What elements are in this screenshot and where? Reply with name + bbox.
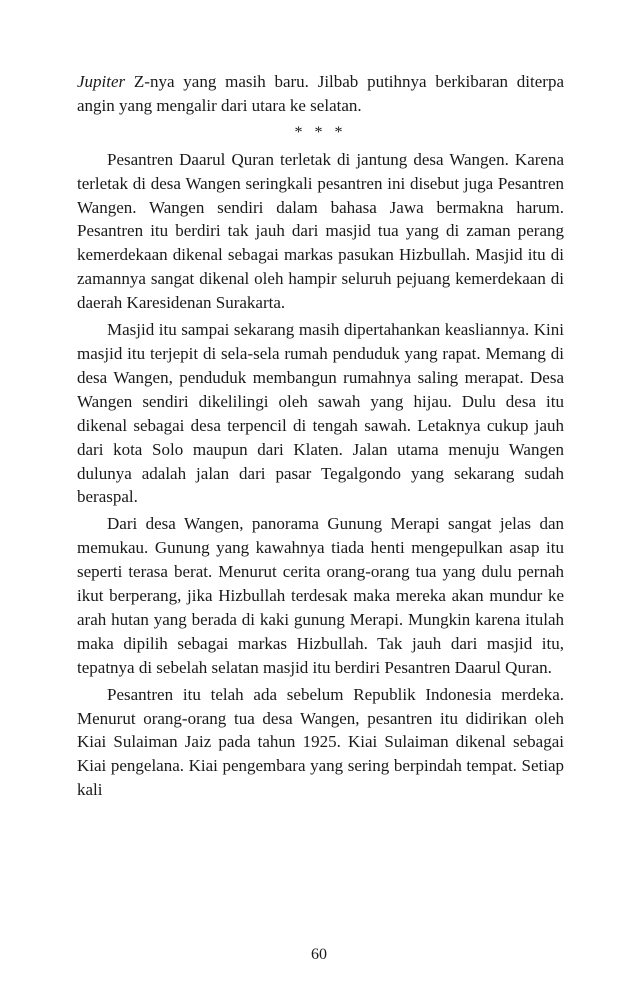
page-number: 60	[311, 946, 327, 963]
italic-word: Jupiter	[77, 72, 126, 91]
opening-text: Z-nya yang masih baru. Jilbab putihnya berkibaran diterpa angin yang mengalir dari utara ke selatan.	[77, 72, 564, 115]
paragraph-2: Masjid itu sampai sekarang masih dipertahankan keasliannya. Kini masjid itu terjepit di sela-sela rumah penduduk yang rapat. Memang di desa Wangen, penduduk membangun rumahnya saling merapat. Desa Wangen sendiri dikelilingi oleh sawah yang hijau. Dulu desa itu dikenal sebagai desa terpencil di tengah sawah. Letaknya cukup jauh dari kota Solo maupun dari Klaten. Jalan utama menuju Wangen dulunya adalah jalan dari pasar Tegalgondo yang sekarang sudah beraspal.	[77, 320, 564, 507]
section-separator: * * *	[294, 123, 347, 141]
book-page-body	[77, 70, 564, 802]
paragraph-4: Pesantren itu telah ada sebelum Republik Indonesia merdeka. Menurut orang-orang tua desa Wangen, pesantren itu didirikan oleh Kiai Sulaiman Jaiz pada tahun 1925. Kiai Sulaiman dikenal sebagai Kiai pengelana. Kiai pengembara yang sering berpindah tempat. Setiap kali	[77, 684, 564, 800]
paragraph-3: Dari desa Wangen, panorama Gunung Merapi sangat jelas dan memukau. Gunung yang kawahnya tiada henti mengepulkan asap itu seperti terasa berat. Menurut cerita orang-orang tua yang dulu pernah ikut berperang, jika Hizbullah terdesak maka mereka akan mundur ke arah hutan yang berada di kaki gunung Merapi. Mungkin karena itulah maka dipilih sebagai markas Hizbullah. Tak jauh dari masjid itu, tepatnya di sebelah selatan masjid itu berdiri Pesantren Daarul Quran.	[77, 514, 564, 677]
paragraph-1: Pesantren Daarul Quran terletak di jantung desa Wangen. Karena terletak di desa Wangen seringkali pesantren ini disebut juga Pesantren Wangen. Wangen sendiri dalam bahasa Jawa bermakna harum. Pesantren itu berdiri tak jauh dari masjid tua yang di zaman perang kemerdekaan dikenal sebagai markas pasukan Hizbullah. Masjid itu di zamannya sangat dikenal oleh hampir seluruh pejuang kemerdekaan di daerah Karesidenan Surakarta.	[77, 149, 564, 313]
opening-paragraph	[77, 70, 564, 118]
